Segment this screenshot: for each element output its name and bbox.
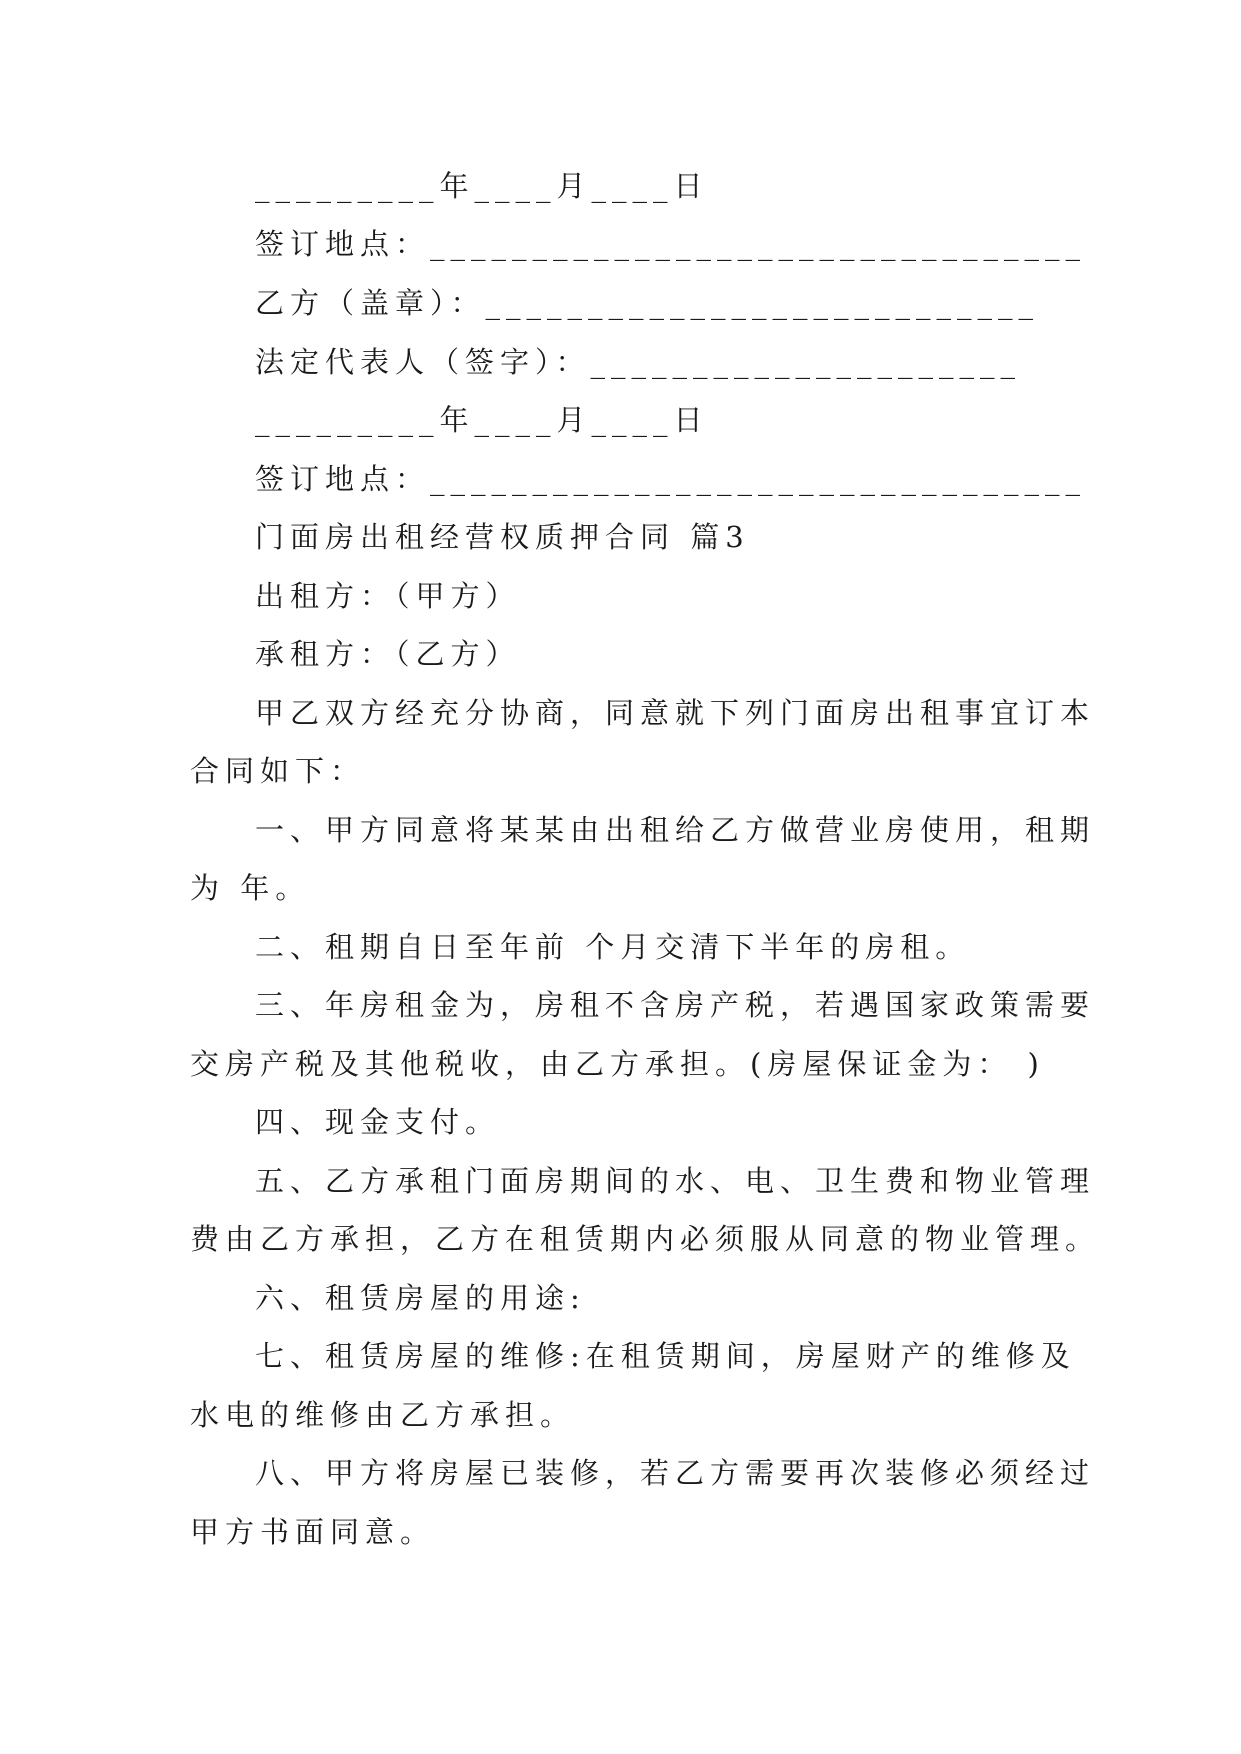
signing-place-line: 签订地点：________________________________ bbox=[255, 227, 1087, 261]
clause-7-line: 水电的维修由乙方承担。 bbox=[190, 1398, 576, 1432]
lessee-line: 承租方：（乙方） bbox=[255, 637, 521, 671]
date-line: _________年____月____日 bbox=[255, 403, 709, 437]
clause-1-line: 一、甲方同意将某某由出租给乙方做营业房使用，租期 bbox=[255, 813, 1096, 847]
party-b-seal-line: 乙方（盖章）：___________________________ bbox=[255, 286, 1040, 320]
clause-6-line: 六、租赁房屋的用途: bbox=[255, 1281, 586, 1315]
clause-4-line: 四、现金支付。 bbox=[255, 1105, 501, 1139]
clause-5-line: 五、乙方承租门面房期间的水、电、卫生费和物业管理 bbox=[255, 1164, 1096, 1198]
section-title: 门面房出租经营权质押合同 篇3 bbox=[255, 520, 750, 554]
legal-representative-line: 法定代表人（签字）：_____________________ bbox=[255, 345, 1022, 379]
clause-2-line: 二、租期自日至年前 个月交清下半年的房租。 bbox=[255, 930, 971, 964]
clause-7-line: 七、租赁房屋的维修:在租赁期间，房屋财产的维修及 bbox=[255, 1339, 1076, 1373]
clause-3-line: 三、年房租金为，房租不含房产税，若遇国家政策需要 bbox=[255, 988, 1096, 1022]
clause-8-line: 甲方书面同意。 bbox=[190, 1515, 436, 1549]
paragraph-line: 合同如下： bbox=[190, 754, 366, 788]
clause-8-line: 八、甲方将房屋已装修，若乙方需要再次装修必须经过 bbox=[255, 1456, 1096, 1490]
date-line: _________年____月____日 bbox=[255, 169, 709, 203]
clause-3-line: 交房产税及其他税收，由乙方承担。(房屋保证金为： ) bbox=[190, 1047, 1045, 1081]
clause-1-line: 为 年。 bbox=[190, 871, 311, 905]
paragraph-line: 甲乙双方经充分协商，同意就下列门面房出租事宜订本 bbox=[255, 696, 1096, 730]
lessor-line: 出租方：（甲方） bbox=[255, 579, 521, 613]
clause-5-line: 费由乙方承担，乙方在租赁期内必须服从同意的物业管理。 bbox=[190, 1222, 1101, 1256]
signing-place-line: 签订地点：________________________________ bbox=[255, 462, 1087, 496]
